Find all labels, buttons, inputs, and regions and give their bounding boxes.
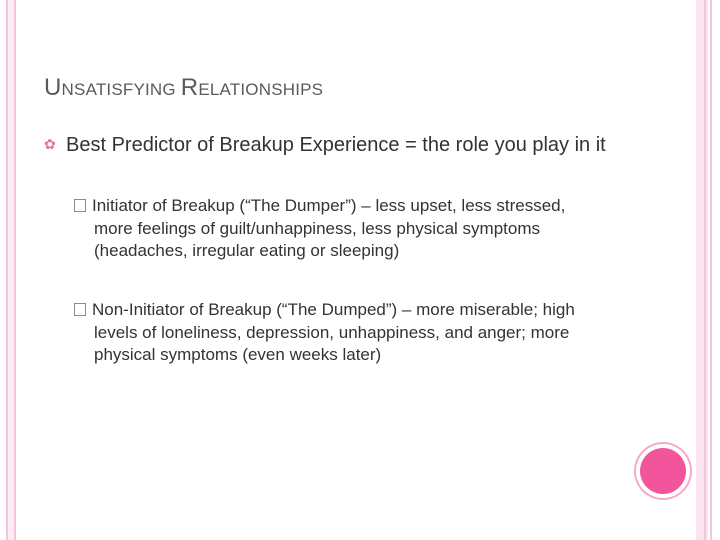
flower-bullet-icon: ✿ xyxy=(44,136,56,152)
sub-bullet-text: Initiator of Breakup (“The Dumper”) – less upset, less stressed, more feelings of guilt/unhappiness, less physical symptoms (headaches, irregular eating or sleeping) xyxy=(92,196,566,260)
pink-circle-icon xyxy=(640,448,686,494)
main-bullet-text: Best Predictor of Breakup Experience = the role you play in it xyxy=(66,134,606,156)
slide-title xyxy=(44,74,664,102)
sub-bullet-non-initiator xyxy=(74,299,594,367)
title-word-2: ELATIONSHIPS xyxy=(198,80,324,99)
title-initial-u: U xyxy=(44,74,62,101)
title-initial-r: R xyxy=(180,74,199,101)
sub-bullet-text: Non-Initiator of Breakup (“The Dumped”) – more miserable; high levels of loneliness, depression, unhappiness, and anger; more physical symptoms (even weeks later) xyxy=(92,300,575,364)
checkbox-icon xyxy=(74,199,86,212)
checkbox-icon xyxy=(74,303,86,316)
sub-bullet-initiator xyxy=(74,195,594,263)
title-word-1: NSATISFYING xyxy=(61,80,181,99)
main-bullet xyxy=(44,132,644,159)
